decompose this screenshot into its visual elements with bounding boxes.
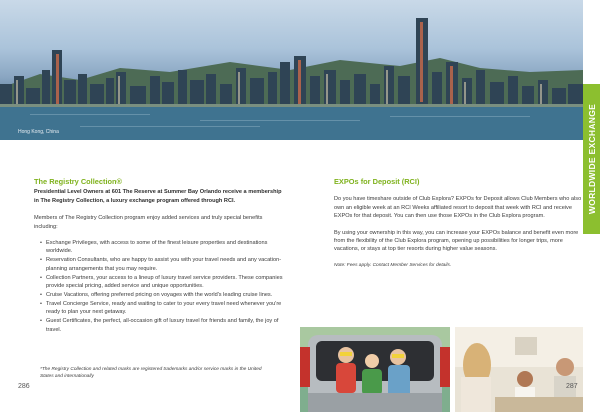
concierge-photo xyxy=(455,327,583,412)
hong-kong-skyline-photo xyxy=(0,0,583,140)
left-column xyxy=(34,178,286,335)
section-side-tab xyxy=(583,84,600,234)
family-car-photo xyxy=(300,327,450,412)
expos-paragraph: By using your ownership in this way, you can increase your EXPOs balance and benefit even more from the flexibility of the Club Explora program, opening up possibilities for longer trips, more vacations, or stays at top tier resorts during higher value seasons. xyxy=(334,229,579,253)
registry-heading: The Registry Collection® xyxy=(34,177,122,186)
registry-body: Members of The Registry Collection program enjoy added services and truly special benefits including: xyxy=(34,215,263,230)
benefits-list xyxy=(34,239,286,334)
benefit-item: • Cruise Vacations, offering preferred pricing on voyages with the world's leading cruise lines. xyxy=(40,291,286,299)
expos-heading: EXPOs for Deposit (RCI) xyxy=(334,177,420,186)
side-tab-label: WORLDWIDE EXCHANGE xyxy=(586,103,597,215)
right-column xyxy=(334,178,584,270)
benefit-item: • Reservation Consultants, who are happy to assist you with your travel needs and any vacation-planning arrangements that you may require. xyxy=(40,256,286,273)
expos-paragraph: Do you have timeshare outside of Club Explora? EXPOs for Deposit allows Club Members who also own an eligible week at an RCI Weeks affiliated resort to deposit that week with RCI and receive EXPOs for that deposit. You can then use those EXPOs in the Club Explora program. xyxy=(334,196,582,220)
benefit-item: • Travel Concierge Service, ready and waiting to cater to your every travel need whenever you're ready to plan your next getaway. xyxy=(40,300,286,317)
page-number-right: 287 xyxy=(566,383,578,390)
fees-note: Note: Fees apply. Contact Member Services for details. xyxy=(334,262,452,268)
registry-intro: Presidential Level Owners at 601 The Reserve at Summer Bay Orlando receive a membership in The Registry Collection, a luxury exchange program offered through RCI. xyxy=(34,189,282,204)
benefit-item: • Exchange Privileges, with access to some of the finest leisure properties and destinations worldwide. xyxy=(40,239,286,256)
benefit-item: • Guest Certificates, the perfect, all-occasion gift of luxury travel for friends and family, the joy of travel. xyxy=(40,317,286,334)
photo-caption: Hong Kong, China xyxy=(18,129,59,135)
trademark-footnote: *The Registry Collection and related marks are registered trademarks and/or service marks in the United States and internationally xyxy=(40,367,262,379)
benefit-item: • Collection Partners, your access to a lineup of luxury travel service providers. These companies provide special pricing, added service and unique opportunities. xyxy=(40,274,286,291)
page-number-left: 286 xyxy=(18,383,30,390)
